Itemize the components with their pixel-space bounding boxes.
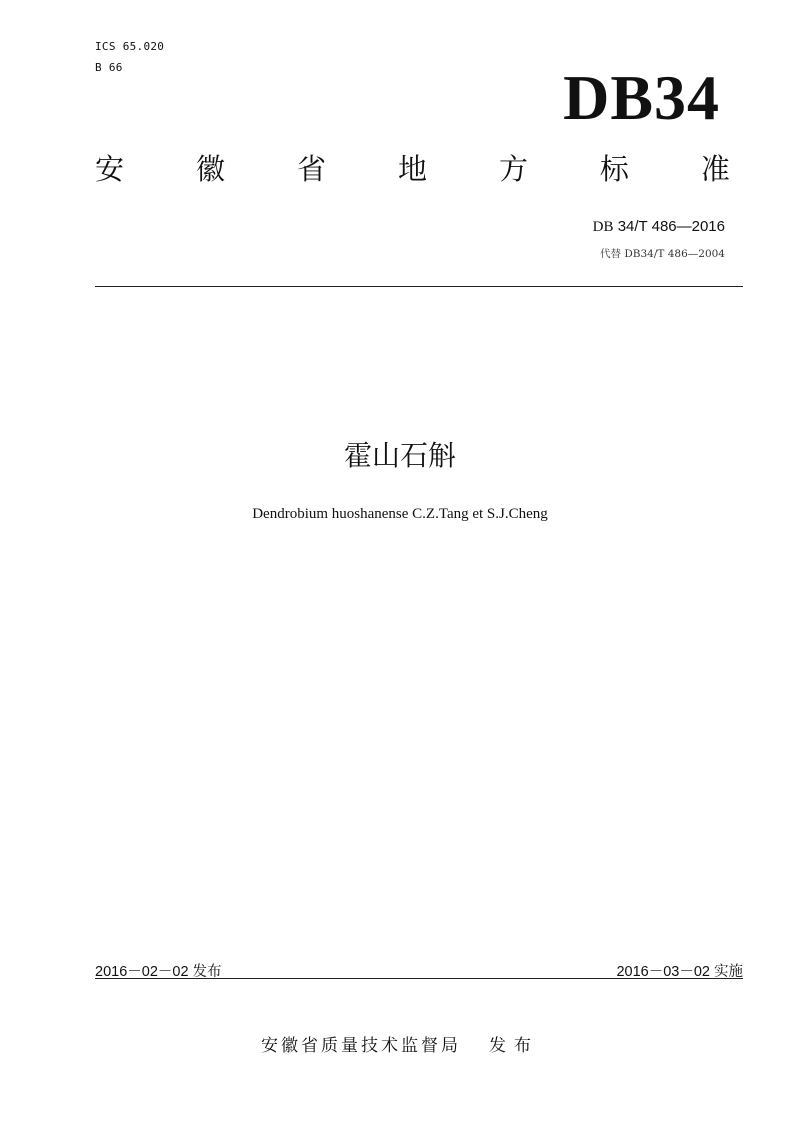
standard-type-char: 准 bbox=[700, 152, 730, 186]
issuer-action: 发布 bbox=[489, 1036, 539, 1056]
issuer-line bbox=[0, 1031, 800, 1056]
standard-type-char: 地 bbox=[397, 152, 427, 186]
standard-type-char: 省 bbox=[296, 152, 326, 186]
document-latin-title: Dendrobium huoshanense C.Z.Tang et S.J.Cheng bbox=[252, 506, 548, 522]
standard-code-logo: DB34 bbox=[563, 62, 720, 133]
standard-type-char: 徽 bbox=[195, 152, 225, 186]
implement-date: 2016－03－02 实施 bbox=[616, 964, 743, 980]
standard-type-heading bbox=[95, 152, 730, 186]
standard-type-char: 方 bbox=[498, 152, 528, 186]
document-title: 霍山石斛 bbox=[343, 439, 456, 472]
bottom-divider bbox=[95, 978, 743, 979]
standard-number bbox=[593, 218, 725, 236]
replaces-note: 代替 DB34/T 486—2004 bbox=[600, 248, 725, 260]
standard-type-char: 安 bbox=[95, 152, 125, 186]
ics-code: ICS 65.020 bbox=[95, 40, 165, 53]
ccs-code: B 66 bbox=[95, 61, 123, 74]
standard-type-char: 标 bbox=[599, 152, 629, 186]
top-divider bbox=[95, 286, 743, 287]
issuer-name: 安徽省质量技术监督局 bbox=[261, 1036, 461, 1056]
standard-number-prefix: DB bbox=[592, 219, 614, 235]
standard-number-value: 34/T 486—2016 bbox=[617, 218, 725, 235]
publish-date: 2016－02－02 发布 bbox=[95, 964, 222, 980]
